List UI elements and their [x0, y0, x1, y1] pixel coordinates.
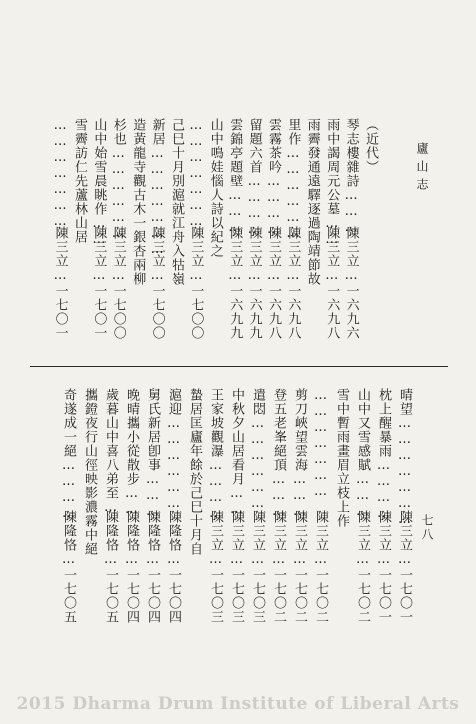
- toc-entry-title: 王家坡觀瀑…………: [208, 388, 223, 522]
- toc-entry-title: 剪刀峽望雲海………: [292, 388, 307, 520]
- toc-entry-title: 留題六首…………: [246, 118, 262, 238]
- toc-entry-page-ref: 陳三立…一七〇三: [208, 510, 223, 624]
- toc-entry-page-ref: 陳三立…一六九六: [343, 226, 359, 340]
- block-divider: [30, 366, 448, 367]
- toc-entry-title: 里作………………: [285, 118, 301, 242]
- toc-entry-page-ref: 陳三立…一六九八: [324, 226, 340, 340]
- page-number: 七八: [420, 514, 434, 542]
- toc-entry-page-ref: 陳三立…一六九九: [246, 226, 262, 340]
- toc-entry-title: …………………: [313, 388, 328, 500]
- toc-entry-title: 山中鳴娃惱人詩以紀之: [207, 118, 223, 258]
- running-title: 廬山志: [415, 142, 429, 196]
- toc-entry-title: 雪霽訪仁先蘆林山居: [72, 118, 87, 244]
- toc-entry-page-ref: 陳隆恪…一七〇四: [145, 510, 160, 624]
- toc-entry-page-ref: 陳三立…一七〇二: [355, 510, 370, 624]
- toc-entry-page-ref: 陳三立…一七〇二: [313, 510, 328, 624]
- toc-entry-title: 晴望…………………: [397, 388, 412, 528]
- toc-entry-title: （近代）: [363, 118, 378, 174]
- toc-entry-title: 攜鐙夜行山徑映影濃霧中絕: [82, 388, 97, 556]
- toc-entry-title: …………………: [52, 118, 68, 230]
- toc-entry-title: 造黃龍寺觀古木一銀杏兩柳: [130, 118, 146, 286]
- toc-entry-title: 山中始雪晨眺作……: [91, 118, 107, 248]
- toc-entry-page-ref: 陳三立…一七〇一: [91, 226, 107, 340]
- toc-entry-title: 雪中暫雨畫眉立枝上作: [334, 388, 349, 528]
- toc-entry-title: 雲錦亭題壁………: [227, 118, 243, 236]
- toc-entry-page-ref: 陳三立…一七〇〇: [188, 226, 204, 340]
- toc-entry-page-ref: 陳三立…一七〇〇: [149, 226, 165, 340]
- toc-entry-page-ref: 陳三立…一七〇二: [292, 510, 307, 624]
- watermark-footer: 2015 Dharma Drum Institute of Liberal Arts: [16, 694, 460, 714]
- toc-entry-title: 蟄居匡廬年餘於己巳十月自: [187, 388, 202, 556]
- toc-entry-title: 新居…………………: [149, 118, 165, 258]
- toc-entry-title: 雨中謁周元公墓……: [324, 118, 340, 248]
- toc-entry-title: 歲暮山中喜八弟至…: [103, 388, 118, 516]
- toc-entry-title: 晚晴攜小從散步……: [124, 388, 139, 518]
- toc-entry-title: 登五老峯絕頂………: [271, 388, 286, 520]
- toc-entry-title: 滬迎………………: [166, 388, 181, 512]
- toc-entry-title: 杉也………………: [110, 118, 126, 242]
- toc-entry-title: 己巳十月別滬就江舟入牯嶺: [169, 118, 184, 286]
- toc-entry-page-ref: 陳隆恪…一七〇五: [103, 510, 118, 624]
- toc-entry-page-ref: 陳三立…一六九八: [266, 226, 281, 340]
- toc-entry-title: 琴志樓雜詩………: [343, 118, 359, 236]
- toc-entry-title: 舅氏新居卽事………: [145, 388, 160, 520]
- toc-entry-title: 遣悶………………: [250, 388, 265, 512]
- toc-entry-title: 雨霽發通遠驛逐過陶靖節故: [304, 118, 320, 286]
- toc-entry-title: 雲霧茶吟…………: [266, 118, 281, 238]
- toc-entry-page-ref: 陳三立…一六九九: [227, 226, 243, 340]
- toc-entry-page-ref: 陳三立…一七〇三: [229, 510, 244, 624]
- toc-entry-title: …………………: [188, 118, 204, 230]
- toc-entry-page-ref: 陳隆恪…一七〇四: [166, 510, 181, 624]
- toc-entry-page-ref: 陳三立…一七〇二: [271, 510, 286, 624]
- toc-entry-title: 枕上醒暴雨…………: [376, 388, 391, 522]
- toc-entry-page-ref: 陳三立…一七〇三: [250, 510, 265, 624]
- toc-entry-page-ref: 陳隆恪…一七〇四: [124, 510, 139, 624]
- toc-entry-page-ref: 陳三立…一七〇一: [376, 510, 391, 624]
- toc-entry-page-ref: 陳三立…一七〇一: [52, 226, 68, 340]
- toc-entry-page-ref: 陳三立…一七〇〇: [110, 226, 126, 340]
- toc-entry-page-ref: 陳三立…一六九八: [285, 226, 301, 340]
- toc-entry-title: 中秋夕山居看月……: [229, 388, 244, 518]
- toc-entry-title: 奇遂成一絕…………: [61, 388, 76, 522]
- toc-entry-page-ref: 陳隆恪…一七〇五: [61, 510, 76, 624]
- toc-entry-title: 山中又雪感賦………: [355, 388, 370, 520]
- toc-entry-page-ref: 陳三立…一七〇一: [397, 510, 412, 624]
